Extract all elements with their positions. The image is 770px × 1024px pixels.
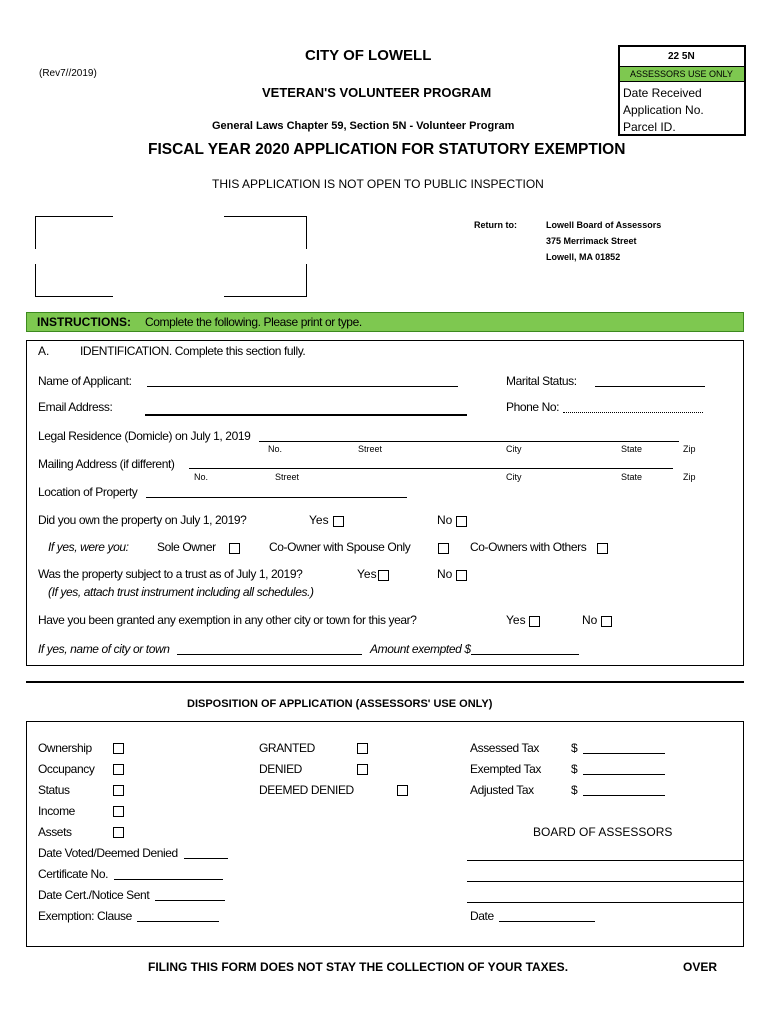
legal-residence-field[interactable]: [259, 441, 679, 442]
assessor-signature-line-1[interactable]: [467, 860, 743, 861]
date-cert-field[interactable]: [155, 900, 225, 901]
exemption-clause-field[interactable]: [137, 921, 219, 922]
legal-zip-caption: Zip: [683, 444, 696, 454]
applicant-name-label: Name of Applicant:: [38, 374, 132, 388]
denied-label: DENIED: [259, 762, 302, 776]
return-address-line-2: 375 Merrimack Street: [546, 236, 637, 246]
other-exemption-question: Have you been granted any exemption in any other city or town for this year?: [38, 613, 417, 627]
legal-state-caption: State: [621, 444, 643, 454]
adjusted-tax-label: Adjusted Tax: [470, 783, 534, 797]
deemed-denied-label: DEEMED DENIED: [259, 783, 354, 797]
email-label: Email Address:: [38, 400, 113, 414]
trust-yes-label: Yes: [357, 567, 377, 581]
trust-note: (If yes, attach trust instrument including all schedules.): [48, 585, 314, 599]
return-to-label: Return to:: [474, 220, 517, 230]
mailing-city-caption: City: [506, 472, 522, 482]
board-of-assessors-label: BOARD OF ASSESSORS: [533, 825, 673, 839]
collection-notice: FILING THIS FORM DOES NOT STAY THE COLLECTION OF YOUR TAXES.: [148, 960, 569, 974]
co-owners-others-label: Co-Owners with Others: [470, 540, 587, 554]
mailing-address-label: Mailing Address (if different): [38, 457, 175, 471]
legal-residence-label: Legal Residence (Domicle) on July 1, 2019: [38, 429, 251, 443]
income-checkbox[interactable]: [113, 806, 124, 817]
own-no-label: No: [437, 513, 453, 527]
date-voted-label: Date Voted/Deemed Denied: [38, 846, 178, 860]
assessed-tax-field[interactable]: [583, 753, 665, 754]
form-code: 22 5N: [668, 51, 695, 62]
ownership-type-label: If yes, were you:: [48, 540, 129, 554]
mailing-street-caption: Street: [275, 472, 300, 482]
certificate-no-label: Certificate No.: [38, 867, 109, 881]
own-no-checkbox[interactable]: [456, 516, 467, 527]
own-yes-label: Yes: [309, 513, 329, 527]
section-divider: [26, 681, 744, 683]
deemed-denied-checkbox[interactable]: [397, 785, 408, 796]
occupancy-check-label: Occupancy: [38, 762, 95, 776]
instructions-label: INSTRUCTIONS:: [37, 315, 131, 329]
mailing-address-field[interactable]: [189, 468, 673, 469]
date-label: Date: [470, 909, 494, 923]
sole-owner-checkbox[interactable]: [229, 543, 240, 554]
instructions-bar: [26, 312, 744, 332]
assessed-tax-label: Assessed Tax: [470, 741, 540, 755]
certificate-no-field[interactable]: [114, 879, 223, 880]
marital-status-label: Marital Status:: [506, 374, 577, 388]
property-location-label: Location of Property: [38, 485, 138, 499]
date-received-label: Date Received: [623, 86, 702, 100]
exempted-tax-label: Exempted Tax: [470, 762, 542, 776]
city-title: CITY OF LOWELL: [305, 47, 432, 64]
trust-no-label: No: [437, 567, 453, 581]
other-city-field[interactable]: [177, 654, 362, 655]
over-label: OVER: [683, 960, 718, 974]
date-field[interactable]: [499, 921, 595, 922]
own-yes-checkbox[interactable]: [333, 516, 344, 527]
phone-label: Phone No:: [506, 400, 560, 414]
parcel-id-label: Parcel ID.: [623, 120, 676, 134]
exemption-yes-checkbox[interactable]: [529, 616, 540, 627]
section-a-title: IDENTIFICATION. Complete this section fully.: [80, 344, 306, 358]
inspection-notice: THIS APPLICATION IS NOT OPEN TO PUBLIC INSPECTION: [212, 177, 544, 191]
assessor-signature-line-3[interactable]: [467, 902, 743, 903]
granted-checkbox[interactable]: [357, 743, 368, 754]
legal-city-caption: City: [506, 444, 522, 454]
return-address-line-1: Lowell Board of Assessors: [546, 220, 662, 230]
form-title: FISCAL YEAR 2020 APPLICATION FOR STATUTORY EXEMPTION: [148, 141, 626, 158]
exemption-no-checkbox[interactable]: [601, 616, 612, 627]
email-field[interactable]: [145, 414, 467, 416]
assessors-use-box: [618, 45, 746, 136]
assets-check-label: Assets: [38, 825, 72, 839]
amount-exempted-label: Amount exempted $: [370, 642, 471, 656]
return-address-line-3: Lowell, MA 01852: [546, 252, 621, 262]
exempted-tax-field[interactable]: [583, 774, 665, 775]
assets-checkbox[interactable]: [113, 827, 124, 838]
trust-no-checkbox[interactable]: [456, 570, 467, 581]
application-no-label: Application No.: [623, 103, 704, 117]
date-cert-label: Date Cert./Notice Sent: [38, 888, 150, 902]
income-check-label: Income: [38, 804, 75, 818]
mailing-no-caption: No.: [194, 472, 209, 482]
revision-label: (Rev7//2019): [39, 68, 97, 79]
denied-checkbox[interactable]: [357, 764, 368, 775]
ownership-checkbox[interactable]: [113, 743, 124, 754]
program-title: VETERAN'S VOLUNTEER PROGRAM: [262, 85, 492, 100]
section-a-letter: A.: [38, 344, 50, 358]
status-checkbox[interactable]: [113, 785, 124, 796]
status-check-label: Status: [38, 783, 70, 797]
exemption-clause-label: Exemption: Clause: [38, 909, 132, 923]
co-owner-spouse-label: Co-Owner with Spouse Only: [269, 540, 411, 554]
assessors-use-banner: [620, 66, 744, 82]
assessed-tax-dollar: $: [571, 741, 578, 755]
amount-exempted-field[interactable]: [471, 654, 579, 655]
exemption-no-label: No: [582, 613, 598, 627]
phone-field[interactable]: [563, 412, 703, 413]
occupancy-checkbox[interactable]: [113, 764, 124, 775]
date-voted-field[interactable]: [184, 858, 228, 859]
other-city-label: If yes, name of city or town: [38, 642, 170, 656]
mailing-zip-caption: Zip: [683, 472, 696, 482]
marital-status-field[interactable]: [595, 386, 705, 387]
applicant-name-field[interactable]: [147, 386, 458, 387]
own-property-question: Did you own the property on July 1, 2019?: [38, 513, 247, 527]
assessors-use-label: ASSESSORS USE ONLY: [630, 69, 733, 79]
sole-owner-label: Sole Owner: [157, 540, 216, 554]
trust-yes-checkbox[interactable]: [378, 570, 389, 581]
legal-no-caption: No.: [268, 444, 283, 454]
legal-street-caption: Street: [358, 444, 383, 454]
adjusted-tax-field[interactable]: [583, 795, 665, 796]
co-owner-spouse-checkbox[interactable]: [438, 543, 449, 554]
assessor-signature-line-2[interactable]: [467, 881, 743, 882]
law-reference: General Laws Chapter 59, Section 5N - Volunteer Program: [212, 120, 515, 132]
trust-question: Was the property subject to a trust as of July 1, 2019?: [38, 567, 303, 581]
instructions-text: Complete the following. Please print or type.: [145, 315, 362, 329]
disposition-title: DISPOSITION OF APPLICATION (ASSESSORS' USE ONLY): [187, 698, 493, 710]
exemption-yes-label: Yes: [506, 613, 526, 627]
granted-label: GRANTED: [259, 741, 315, 755]
adjusted-tax-dollar: $: [571, 783, 578, 797]
ownership-check-label: Ownership: [38, 741, 92, 755]
mailing-state-caption: State: [621, 472, 643, 482]
property-location-field[interactable]: [146, 497, 407, 498]
exempted-tax-dollar: $: [571, 762, 578, 776]
co-owners-others-checkbox[interactable]: [597, 543, 608, 554]
